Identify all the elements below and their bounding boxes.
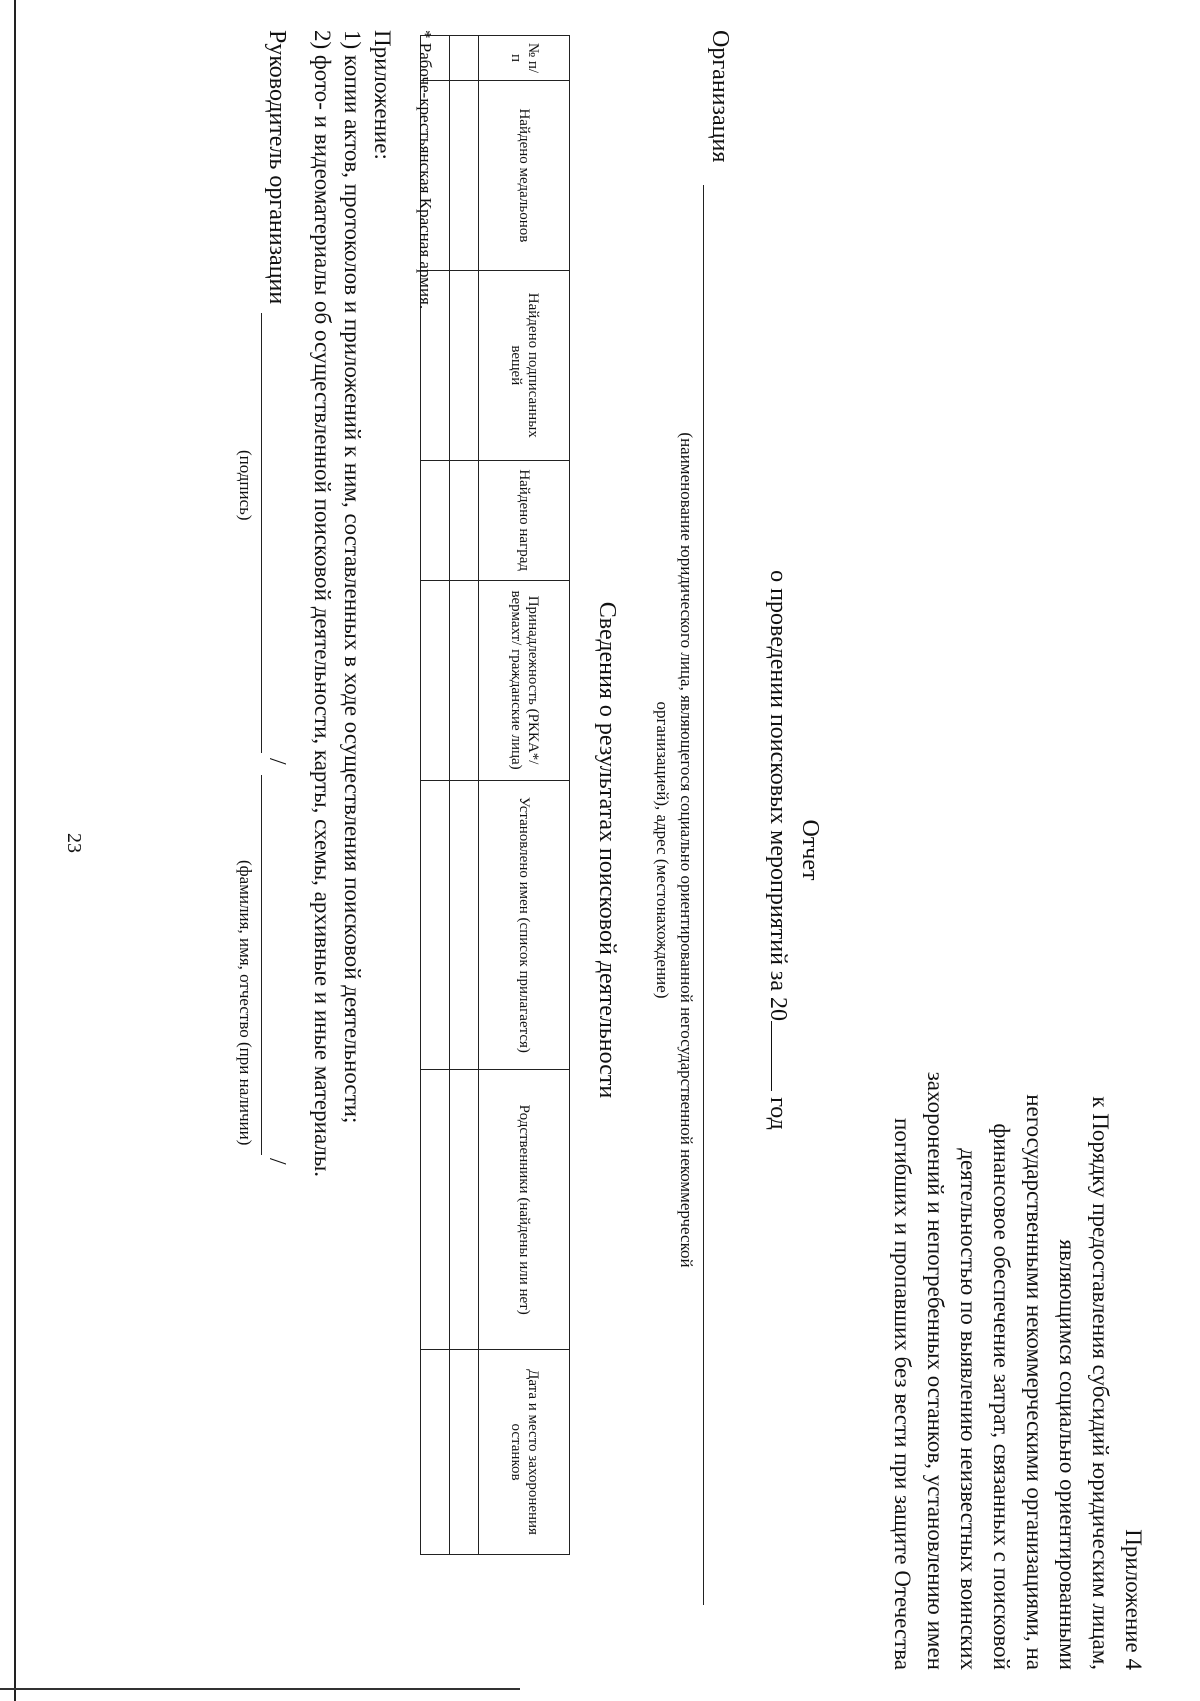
table-cell[interactable] [421,460,450,580]
results-table [420,35,570,1555]
organization-caption-line1: (наименование юридического лица, являющегося социально ориентированной негосударственной некоммерческой [677,432,696,1268]
table-cell[interactable] [450,1350,479,1555]
report-title-block [762,30,826,1670]
table-cell[interactable] [450,460,479,580]
column-header: Родственники (найдены или нет) [479,1070,570,1350]
page-edge-bottom [0,1688,520,1690]
table-cell[interactable] [450,36,479,81]
table-header-row [479,36,570,1555]
appendix-line: к Порядку предоставления субсидий юридическим лицам, [1088,1096,1113,1670]
attachments-title: Приложение: [370,30,395,160]
signature-label: Руководитель организации [264,30,290,305]
column-header: Найдено наград [479,460,570,580]
appendix-header [886,40,1150,1670]
section-title: Сведения о результатах поисковой деятельности [594,601,620,1099]
table-cell[interactable] [421,780,450,1070]
column-header: Установлено имен (список прилагается) [479,780,570,1070]
table-cell[interactable] [421,580,450,780]
appendix-line: захоронений и непогребенных останков, установлению имен [923,1071,948,1670]
signature-input-line[interactable] [261,313,262,753]
column-header: Найдено медальонов [479,80,570,270]
table-cell[interactable] [450,580,479,780]
attachment-item: 1) копии актов, протоколов и приложений к ним, составленных в ходе осуществления поисковой деятельности; [340,30,365,1124]
document-content [0,30,1170,1670]
column-header: № п/п [479,36,570,81]
appendix-line: Приложение 4 [1121,1529,1146,1670]
report-subtitle-suffix: год [765,1097,791,1130]
organization-caption [650,30,698,1670]
appendix-line: негосударственными некоммерческими организациями, на [1022,1094,1047,1670]
table-cell[interactable] [421,1070,450,1350]
attachment-item: 2) фото- и видеоматериалы об осуществленной поисковой деятельности, карты, схемы, архивные и иные материалы. [310,30,335,1178]
report-subtitle-prefix: о проведении поисковых мероприятий за 20 [765,570,791,1022]
name-slash: / [264,1158,290,1165]
appendix-line: являющимся социально ориентированными [1055,1239,1080,1670]
signature-caption: (подпись) [236,450,255,521]
table-cell[interactable] [450,270,479,460]
appendix-line: финансовое обеспечение затрат, связанных с поисковой [989,1123,1014,1670]
name-caption: (фамилия, имя, отчество (при наличии) [236,860,255,1146]
report-title: Отчет [797,819,823,881]
table-cell[interactable] [450,80,479,270]
column-header: Принадлежность (РККА*/вермахт/ гражданские лица) [479,580,570,780]
table-row [450,36,479,1555]
signature-slash: / [264,758,290,765]
table-cell[interactable] [450,1070,479,1350]
organization-label: Организация [707,30,733,163]
name-input-line[interactable] [261,775,262,1155]
appendix-line: деятельностью по выявлению неизвестных воинских [956,1148,981,1670]
table-cell[interactable] [450,780,479,1070]
footnote: * Рабоче-крестьянская Красная армия. [416,30,435,310]
year-input-line[interactable] [771,1021,794,1091]
table-cell[interactable] [421,1350,450,1555]
appendix-line: погибших и пропавших без вести при защите Отечества [890,1118,915,1670]
organization-input-line[interactable] [703,185,704,1605]
signature-block [210,30,290,1670]
column-header: Дата и место захоронения останков [479,1350,570,1555]
page-number: 23 [63,833,85,853]
report-subtitle [762,30,794,1670]
organization-caption-line2: организацией), адрес (местонахождение) [653,701,672,999]
column-header: Найдено подписанных вещей [479,270,570,460]
